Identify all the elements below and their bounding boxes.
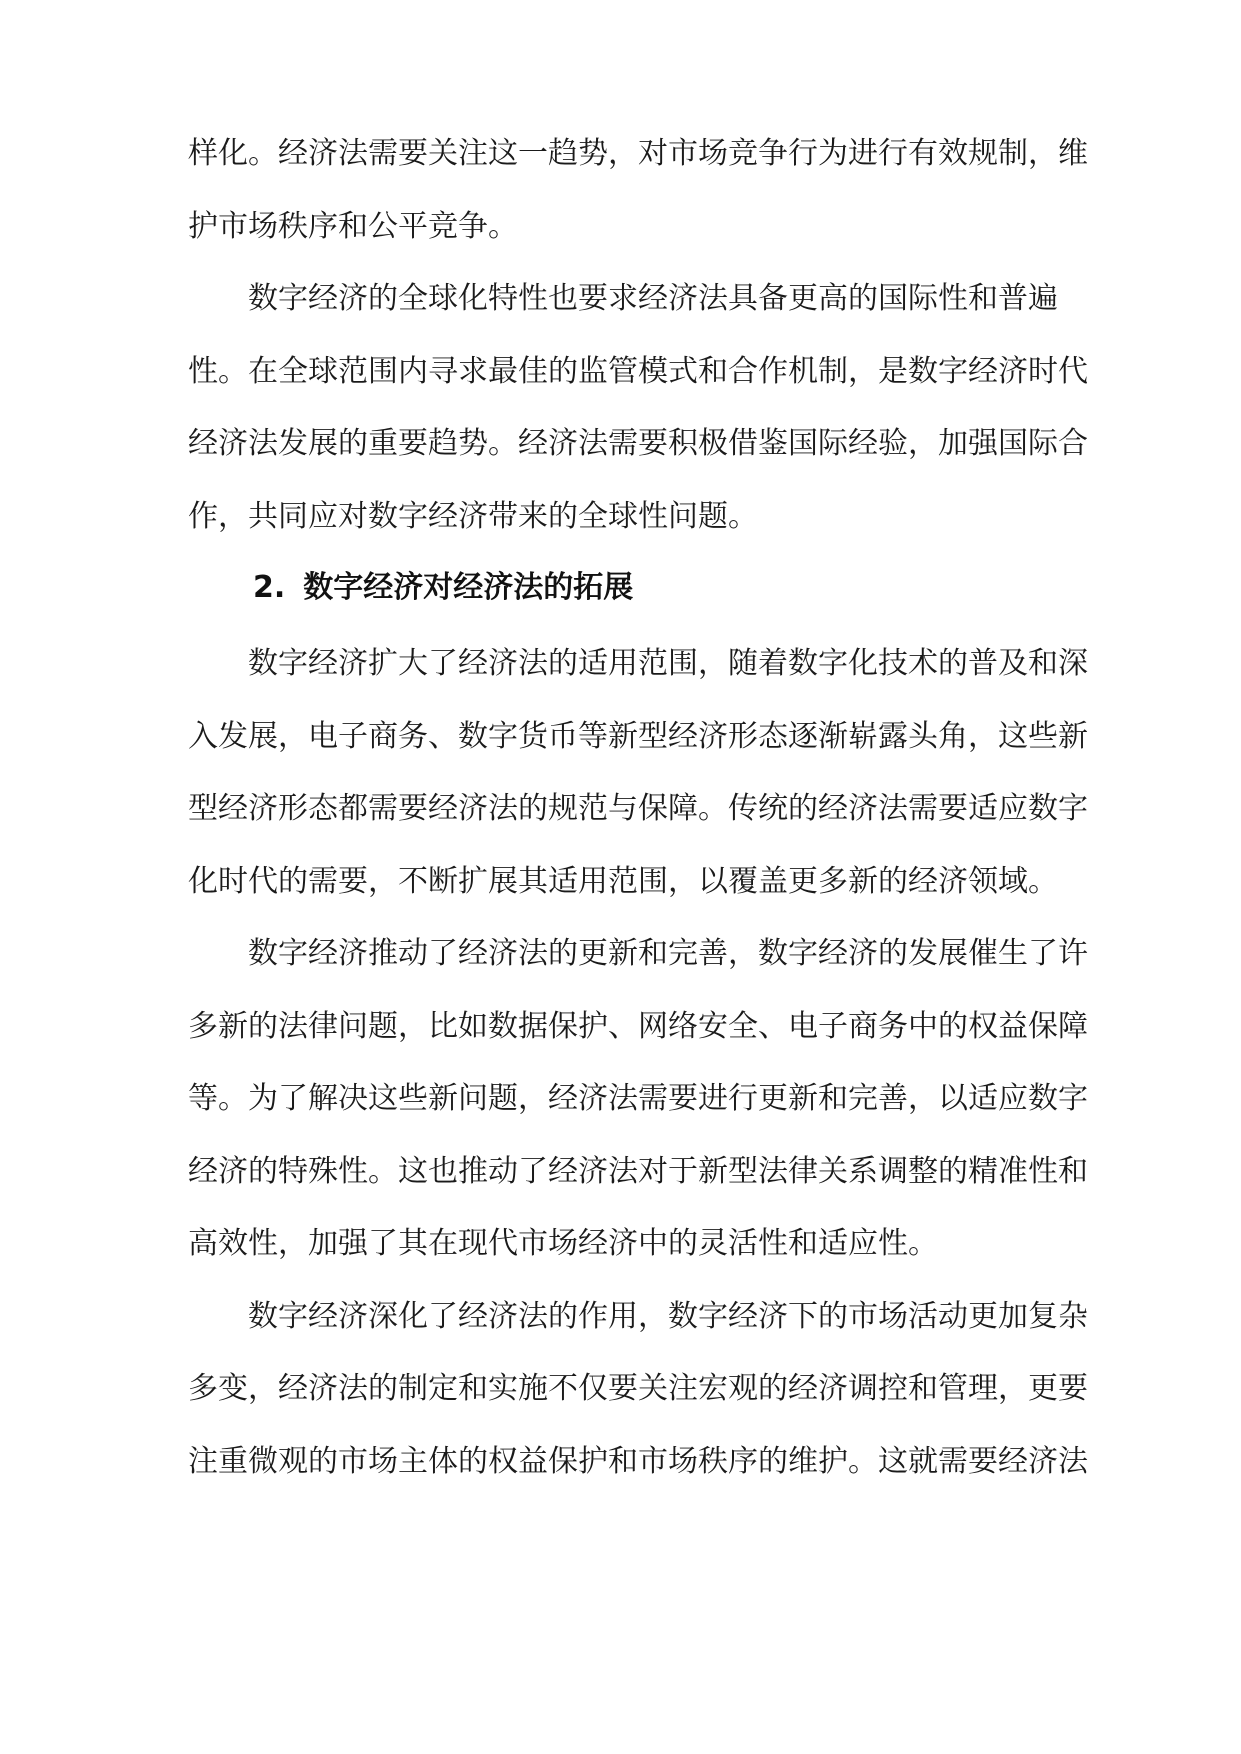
text-line: 经济的特殊性。这也推动了经济法对于新型法律关系调整的精准性和 bbox=[188, 1153, 1088, 1189]
text-line: 作，共同应对数字经济带来的全球性问题。 bbox=[188, 498, 758, 534]
paragraph bbox=[188, 118, 1088, 263]
section-number: 2. bbox=[253, 570, 286, 605]
text-line: 护市场秩序和公平竞争。 bbox=[188, 208, 518, 244]
text-line: 入发展，电子商务、数字货币等新型经济形态逐渐崭露头角，这些新 bbox=[188, 718, 1088, 754]
text-line: 数字经济推动了经济法的更新和完善，数字经济的发展催生了许 bbox=[248, 936, 1088, 971]
text-line: 多变，经济法的制定和实施不仅要关注宏观的经济调控和管理，更要 bbox=[188, 1371, 1088, 1406]
text-line: 数字经济深化了经济法的作用，数字经济下的市场活动更加复杂 bbox=[248, 1298, 1088, 1334]
text-line: 高效性，加强了其在现代市场经济中的灵活性和适应性。 bbox=[188, 1226, 938, 1261]
text-line: 型经济形态都需要经济法的规范与保障。传统的经济法需要适应数字 bbox=[188, 791, 1088, 826]
text-line: 等。为了解决这些新问题，经济法需要进行更新和完善，以适应数字 bbox=[188, 1081, 1088, 1116]
text-line: 经济法发展的重要趋势。经济法需要积极借鉴国际经验，加强国际合 bbox=[188, 426, 1088, 461]
text-line: 化时代的需要，不断扩展其适用范围，以覆盖更多新的经济领域。 bbox=[188, 863, 1058, 899]
section-title: 数字经济对经济法的拓展 bbox=[303, 570, 634, 605]
text-line: 多新的法律问题，比如数据保护、网络安全、电子商务中的权益保障 bbox=[188, 1008, 1088, 1044]
text-line: 性。在全球范围内寻求最佳的监管模式和合作机制，是数字经济时代 bbox=[188, 353, 1088, 389]
text-line: 数字经济的全球化特性也要求经济法具备更高的国际性和普遍 bbox=[248, 281, 1058, 316]
paragraph bbox=[188, 628, 1088, 918]
text-line: 样化。经济法需要关注这一趋势，对市场竞争行为进行有效规制，维 bbox=[188, 136, 1088, 171]
section-heading bbox=[253, 568, 633, 608]
paragraph bbox=[188, 1281, 1088, 1499]
paragraph bbox=[188, 918, 1088, 1281]
paragraph bbox=[188, 263, 1088, 553]
bottom-text-block bbox=[188, 628, 1088, 1498]
top-text-block bbox=[188, 118, 1088, 553]
text-line: 数字经济扩大了经济法的适用范围，随着数字化技术的普及和深 bbox=[248, 646, 1088, 681]
text-line: 注重微观的市场主体的权益保护和市场秩序的维护。这就需要经济法 bbox=[188, 1443, 1088, 1479]
